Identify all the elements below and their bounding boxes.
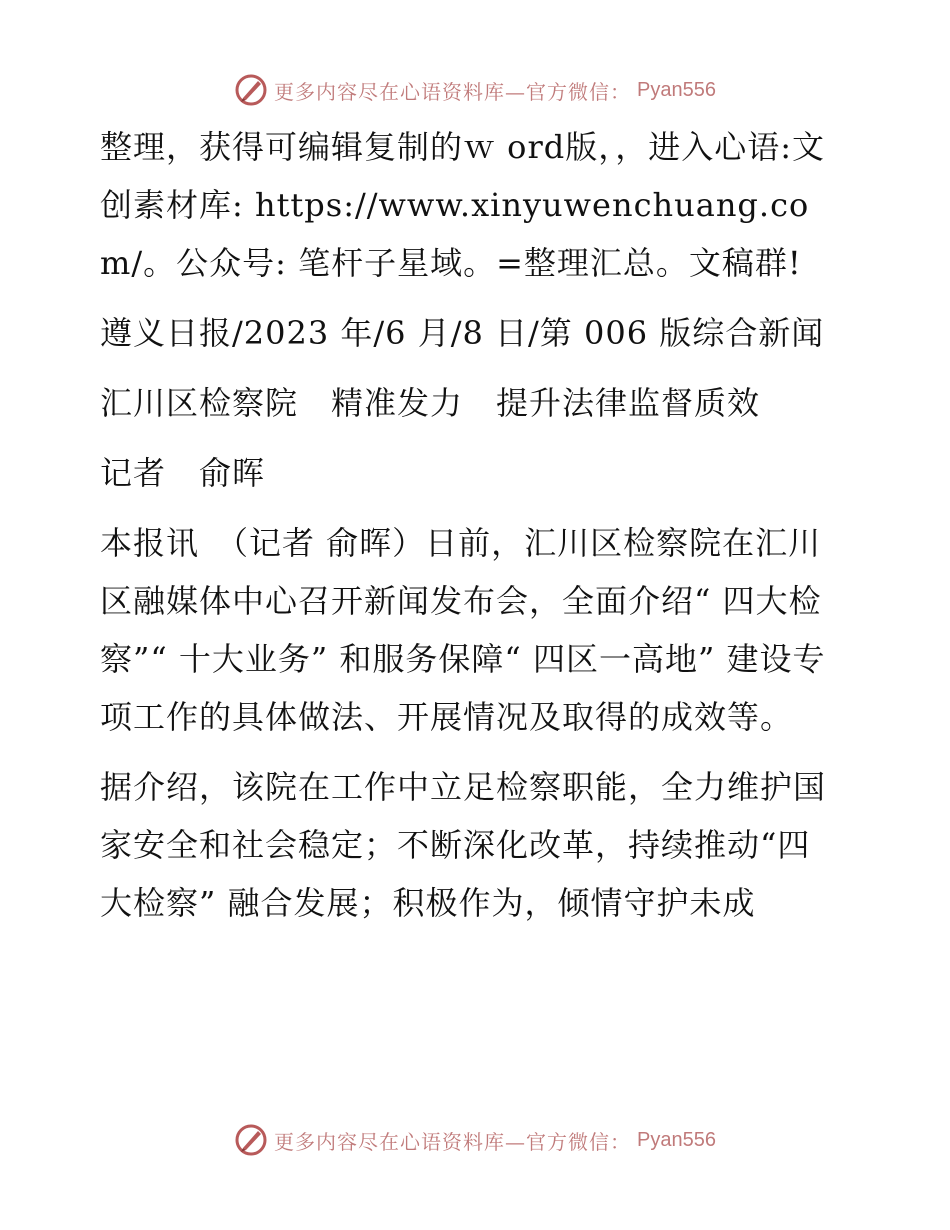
banner-wechat-id: Pyan556	[637, 1128, 716, 1151]
body-paragraph: 本报讯 （记者 俞晖）日前，汇川区检察院在汇川区融媒体中心召开新闻发布会，全面介绍“ 四大检察”“ 十大业务” 和服务保障“ 四区一高地” 建设专项工作的具体做法、开展情况及取得的成效等。	[100, 524, 826, 736]
byline: 记者 俞晖	[100, 454, 266, 492]
document-body	[100, 118, 835, 944]
source-line: 遵义日报/2023 年/6 月/8 日/第 006 版综合新闻	[100, 314, 825, 352]
header-banner	[0, 70, 950, 110]
banner-text: 更多内容尽在心语资料库—官方微信：	[274, 1129, 632, 1154]
pen-logo-icon	[234, 1123, 268, 1157]
body-paragraph: 据介绍，该院在工作中立足检察职能，全力维护国家安全和社会稳定；不断深化改革，持续推动“四大检察” 融合发展；积极作为，倾情守护未成	[100, 768, 827, 922]
footer-banner-inner	[234, 1123, 716, 1157]
banner-wechat-id: Pyan556	[637, 78, 716, 101]
intro-paragraph: 整理，获得可编辑复制的ｗ ord版，，进入心语:文创素材库: https://www.xinyuwenchuang.com/。公众号: 笔杆子星域。=整理汇总。文稿群!	[100, 128, 826, 282]
footer-banner	[0, 1120, 950, 1160]
article-title: 汇川区检察院 精准发力 提升法律监督质效	[100, 384, 761, 422]
banner-text: 更多内容尽在心语资料库—官方微信：	[274, 79, 632, 104]
pen-logo-icon	[234, 73, 268, 107]
header-banner-inner	[234, 73, 716, 107]
